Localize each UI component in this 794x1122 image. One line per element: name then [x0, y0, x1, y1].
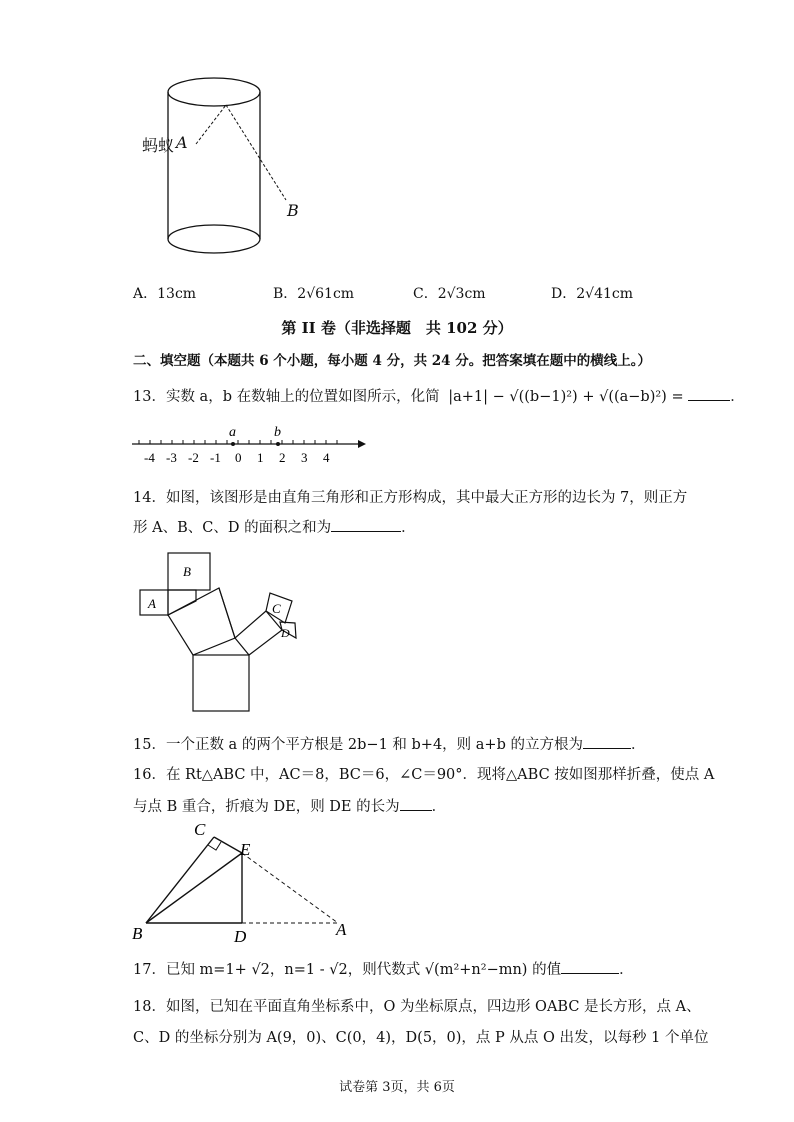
tick-label: 2	[279, 450, 286, 465]
cylinder-figure	[130, 70, 310, 265]
point-a-dot	[231, 442, 235, 446]
point-b-label: b	[274, 425, 281, 440]
tick-label: 3	[301, 450, 308, 465]
label-b: B	[287, 201, 299, 220]
q12-option-b: B．2√61cm	[273, 286, 355, 302]
q14-line1: 14．如图，该图形是由直角三角形和正方形构成，其中最大正方形的边长为 7，则正方	[133, 490, 688, 506]
label-ant: 蚂蚁	[142, 136, 175, 155]
q13-answer-blank[interactable]	[688, 386, 730, 401]
tick-label: -3	[166, 450, 177, 465]
label-e: E	[240, 840, 251, 859]
tick-label: 1	[257, 450, 264, 465]
tick-label: 4	[323, 450, 330, 465]
q12-option-a: A．13cm	[133, 286, 197, 302]
path-a-to-top	[196, 105, 226, 144]
point-b-dot	[276, 442, 280, 446]
label-d: D	[281, 626, 290, 640]
part2-title: 第 II 卷（非选择题 共 102 分）	[281, 319, 513, 337]
label-d: D	[234, 927, 247, 945]
label-a: A	[336, 920, 347, 939]
label-b: B	[132, 924, 143, 943]
q14-line2: 形 A、B、C、D 的面积之和为 ．	[133, 516, 416, 537]
q16-line2: 与点 B 重合，折痕为 DE，则 DE 的长为 ．	[133, 795, 446, 816]
q15-answer-blank[interactable]	[583, 734, 631, 749]
q16-answer-blank[interactable]	[400, 796, 432, 811]
q17-answer-blank[interactable]	[561, 959, 619, 974]
q16-triangle-figure	[128, 815, 358, 945]
label-c: C	[272, 601, 281, 616]
label-b: B	[183, 564, 191, 579]
q13-text: 13．实数 a，b 在数轴上的位置如图所示，化简 |a+1| − √((b−1)²) + √((a−b)²) = ．	[133, 385, 745, 406]
cylinder-bottom-ellipse	[168, 225, 260, 253]
tick-label: -4	[144, 450, 155, 465]
q12-option-d: D．2√41cm	[551, 286, 633, 302]
q17-text: 17．已知 m=1+ √2，n=1 - √2，则代数式 √(m²+n²−mn) 的值 ．	[133, 958, 634, 979]
q16-line1: 16．在 Rt△ABC 中，AC＝8，BC＝6，∠C＝90°．现将△ABC 按如图那样折叠，使点 A	[133, 767, 715, 783]
tick-label: 0	[235, 450, 242, 465]
q14-answer-blank[interactable]	[331, 517, 401, 532]
tick-label: -1	[210, 450, 221, 465]
section2-heading: 二、填空题（本题共 6 个小题，每小题 4 分，共 24 分。把答案填在题中的横线上。）	[133, 353, 652, 369]
page-footer: 试卷第 3页，共 6页	[339, 1080, 455, 1095]
path-top-to-b	[226, 105, 286, 200]
q13-expression: |a+1| − √((b−1)²) + √((a−b)²) =	[448, 389, 684, 405]
q18-line2: C、D 的坐标分别为 A(9，0)、C(0，4)，D(5，0)，点 P 从点 O 出发，以每秒 1 个单位	[133, 1030, 709, 1046]
q15-text: 15．一个正数 a 的两个平方根是 2b−1 和 b+4，则 a+b 的立方根为 ．	[133, 733, 645, 754]
q12-option-c: C．2√3cm	[413, 286, 486, 302]
q18-line1: 18．如图，已知在平面直角坐标系中，O 为坐标原点，四边形 OABC 是长方形，点 A、	[133, 999, 701, 1015]
q14-squares-figure	[130, 545, 310, 720]
label-c: C	[194, 820, 206, 839]
tick-label: -2	[188, 450, 199, 465]
point-a-label: a	[229, 425, 236, 440]
cylinder-top-ellipse	[168, 78, 260, 106]
label-a: A	[176, 133, 188, 152]
q13-number-line	[130, 420, 370, 470]
label-a: A	[148, 596, 156, 611]
